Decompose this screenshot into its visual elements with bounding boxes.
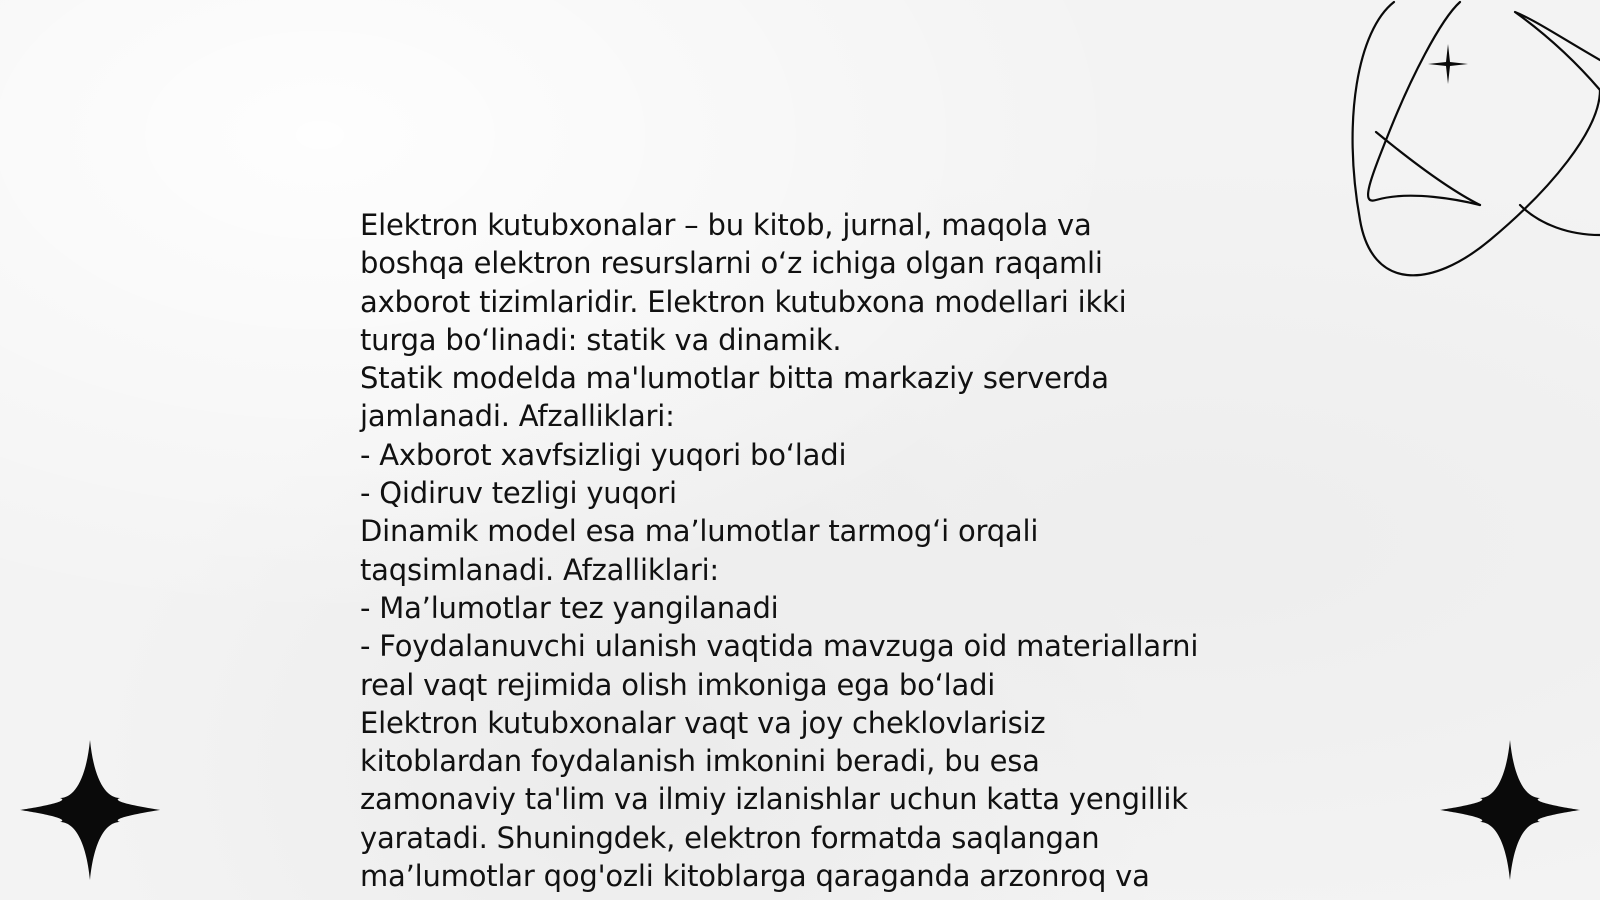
text-line: turga bo‘linadi: statik va dinamik.	[360, 322, 842, 357]
text-line: ma’lumotlar qog'ozli kitoblarga qaraganda arzonroq va	[360, 859, 1150, 894]
text-line: Elektron kutubxonalar – bu kitob, jurnal, maqola va	[360, 208, 1092, 242]
text-line: Elektron kutubxonalar vaqt va joy cheklovlarisiz	[360, 705, 1046, 740]
text-line: taqsimlanadi. Afzalliklari:	[360, 552, 719, 587]
four-point-star-icon	[20, 740, 160, 880]
bullet-item: - Ma’lumotlar tez yangilanadi	[360, 590, 779, 625]
small-sparkle-icon	[1428, 44, 1468, 84]
text-line: yaratadi. Shuningdek, elektron formatda saqlangan	[360, 820, 1100, 855]
text-line: kitoblardan foydalanish imkonini beradi, bu esa	[360, 744, 1040, 779]
text-line: boshqa elektron resurslarni o‘z ichiga olgan raqamli	[360, 246, 1103, 281]
slide-body-text	[360, 206, 1260, 895]
bullet-item: - Axborot xavfsizligi yuqori bo‘ladi	[360, 437, 847, 472]
four-point-star-icon	[1440, 740, 1580, 880]
bullet-item: - Foydalanuvchi ulanish vaqtida mavzuga oid materiallarni	[360, 629, 1199, 664]
text-line: axborot tizimlaridir. Elektron kutubxona modellari ikki	[360, 284, 1127, 319]
text-line: Dinamik model esa ma’lumotlar tarmog‘i orqali	[360, 514, 1039, 549]
text-line: Statik modelda ma'lumotlar bitta markaziy serverda	[360, 361, 1109, 396]
bullet-item: - Qidiruv tezligi yuqori	[360, 476, 677, 511]
text-line: real vaqt rejimida olish imkoniga ega bo‘ladi	[360, 667, 996, 702]
orbit-line-art-icon	[1350, 0, 1600, 290]
text-line: jamlanadi. Afzalliklari:	[360, 399, 675, 434]
text-line: zamonaviy ta'lim va ilmiy izlanishlar uchun katta yengillik	[360, 782, 1188, 817]
